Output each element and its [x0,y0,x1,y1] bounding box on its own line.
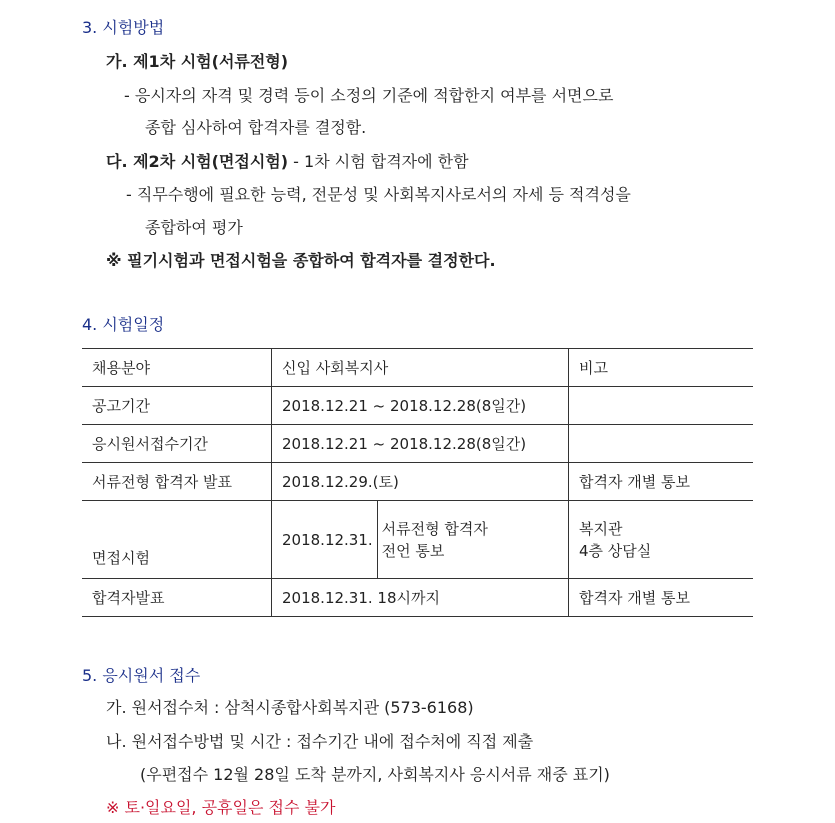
table-cell: 공고기간 [82,387,272,425]
section-3-a-line1: - 응시자의 자격 및 경력 등이 소정의 기준에 적합한지 여부를 서면으로 [124,86,614,105]
section-3-c-suffix: - 1차 시험 합격자에 한함 [288,152,469,171]
section-4-title: 4. 시험일정 [82,315,165,334]
section-3-c-line1: - 직무수행에 필요한 능력, 전문성 및 사회복지사로서의 자세 등 적격성을 [126,185,631,204]
table-cell: 합격자 개별 통보 [569,579,754,617]
table-row [82,463,753,501]
table-header-cell: 비고 [569,349,754,387]
table-cell: 합격자 개별 통보 [569,463,754,501]
table-cell [569,425,754,463]
table-header-row [82,349,753,387]
interview-date-cell [272,501,569,579]
interview-note-line1: 서류전형 합격자 [381,519,488,538]
section-3-c-line2: 종합하여 평가 [145,218,243,237]
interview-remark-cell [569,501,754,579]
table-cell: 2018.12.21 ~ 2018.12.28(8일간) [272,387,569,425]
table-row [82,579,753,617]
section-3-title: 3. 시험방법 [82,18,165,37]
section-5-a-line: 가. 원서접수처 : 삼척시종합사회복지관 (573-6168) [106,698,474,717]
schedule-table [82,348,753,617]
section-5-note: ※ 토·일요일, 공휴일은 접수 불가 [106,798,336,817]
table-cell [569,387,754,425]
table-row [82,425,753,463]
table-cell: 응시원서접수기간 [82,425,272,463]
table-cell: 합격자발표 [82,579,272,617]
interview-remark-line2: 4층 상담실 [579,541,652,560]
table-row-interview [82,501,753,579]
table-row [82,387,753,425]
section-3-a-title: 가. 제1차 시험(서류전형) [106,52,289,71]
interview-note [377,501,488,578]
table-cell: 2018.12.21 ~ 2018.12.28(8일간) [272,425,569,463]
section-5-b-line: 나. 원서접수방법 및 시간 : 접수기간 내에 접수처에 직접 제출 [106,732,534,751]
table-header-cell: 신입 사회복지사 [272,349,569,387]
section-3-note: ※ 필기시험과 면접시험을 종합하여 합격자를 결정한다. [106,251,496,270]
section-5-b-sub: (우편접수 12월 28일 도착 분까지, 사회복지사 응시서류 재중 표기) [140,765,610,784]
table-cell: 2018.12.29.(토) [272,463,569,501]
table-cell: 서류전형 합격자 발표 [82,463,272,501]
interview-note-line2: 전언 통보 [381,541,445,560]
interview-date: 2018.12.31. [282,530,373,549]
interview-label-cell: 면접시험 [82,501,272,579]
table-header-cell: 채용분야 [82,349,272,387]
section-3-a-line2: 종합 심사하여 합격자를 결정함. [145,118,367,137]
interview-remark-line1: 복지관 [579,519,623,538]
section-3-c-title: 다. 제2차 시험(면접시험) [106,152,289,171]
section-3-c-row [106,152,469,172]
section-5-title: 5. 응시원서 접수 [82,666,201,685]
table-cell: 2018.12.31. 18시까지 [272,579,569,617]
